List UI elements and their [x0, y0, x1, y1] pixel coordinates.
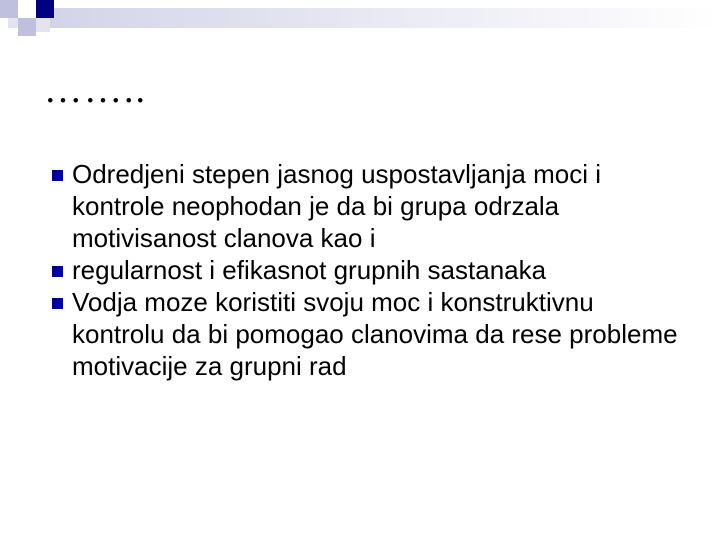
square-bullet-icon	[52, 170, 63, 181]
bullet-list	[52, 158, 692, 382]
bullet-text-2: regularnost i efikasnot grupnih sastanaka	[72, 255, 547, 285]
slide-title: ……..	[44, 69, 147, 111]
square-bullet-icon	[52, 266, 63, 277]
bullet-item-1	[52, 158, 692, 254]
bullet-text-1: Odredjeni stepen jasnog uspostavljanja moci i kontrole neophodan je da bi grupa odrzala motivisanost clanova kao i	[72, 159, 601, 253]
decorative-header-squares	[0, 0, 720, 50]
square-bullet-icon	[52, 298, 63, 309]
bullet-item-3	[52, 286, 692, 382]
bullet-text-3: Vodja moze koristiti svoju moc i konstruktivnu kontrolu da bi pomogao clanovima da rese probleme motivacije za grupni rad	[72, 287, 678, 381]
bullet-item-2	[52, 254, 692, 286]
